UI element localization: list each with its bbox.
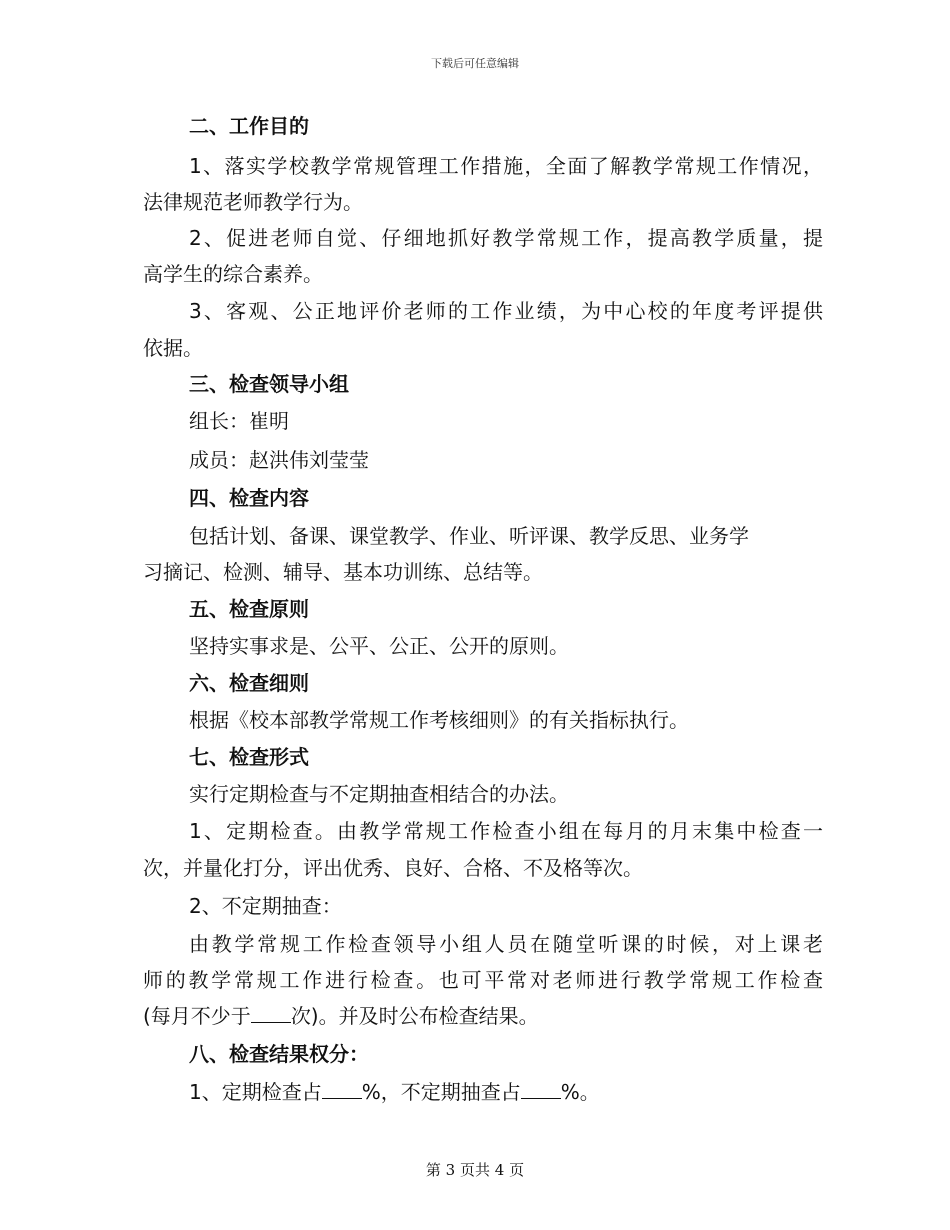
paragraph-line: 2、不定期抽查： bbox=[189, 894, 342, 918]
text-run: (每月不少于 bbox=[143, 1004, 251, 1028]
fill-in-blank bbox=[322, 1078, 362, 1099]
paragraph-line: 师的教学常规工作进行检查。也可平常对老师进行教学常规工作检查 bbox=[143, 968, 823, 992]
text-run: 1、定期检查占 bbox=[189, 1080, 322, 1104]
paragraph-line: 1、定期检查。由教学常规工作检查小组在每月的月末集中检查一 bbox=[189, 819, 823, 843]
text-run: %，不定期抽查占 bbox=[361, 1080, 521, 1104]
paragraph-line: 由教学常规工作检查领导小组人员在随堂听课的时候，对上课老 bbox=[189, 932, 823, 956]
section-heading: 三、检查领导小组 bbox=[189, 372, 349, 396]
paragraph-line: 依据。 bbox=[143, 336, 203, 360]
paragraph-line: 根据《校本部教学常规工作考核细则》的有关指标执行。 bbox=[189, 708, 689, 732]
section-heading: 七、检查形式 bbox=[189, 745, 309, 769]
section-heading: 五、检查原则 bbox=[189, 597, 309, 621]
text-run: %。 bbox=[560, 1080, 600, 1104]
paragraph-line: 成员：赵洪伟刘莹莹 bbox=[189, 448, 369, 472]
page-footer: 第 3 页共 4 页 bbox=[425, 1161, 525, 1179]
paragraph-line: 包括计划、备课、课堂教学、作业、听评课、教学反思、业务学 bbox=[189, 524, 749, 548]
paragraph-line: 次，并量化打分，评出优秀、良好、合格、不及格等次。 bbox=[143, 856, 643, 880]
paragraph-line: 法律规范老师教学行为。 bbox=[143, 190, 363, 214]
section-heading: 六、检查细则 bbox=[189, 671, 309, 695]
section-heading: 四、检查内容 bbox=[189, 486, 309, 510]
paragraph-line: 组长：崔明 bbox=[189, 409, 289, 433]
paragraph-line: 高学生的综合素养。 bbox=[143, 262, 323, 286]
paragraph-line bbox=[189, 1078, 600, 1106]
section-heading: 八、检查结果权分： bbox=[189, 1042, 369, 1066]
fill-in-blank bbox=[251, 1002, 291, 1023]
fill-in-blank bbox=[521, 1078, 561, 1099]
paragraph-line bbox=[143, 1002, 539, 1030]
paragraph-line: 坚持实事求是、公平、公正、公开的原则。 bbox=[189, 634, 569, 658]
paragraph-line: 习摘记、检测、辅导、基本功训练、总结等。 bbox=[143, 560, 543, 584]
paragraph-line: 1、落实学校教学常规管理工作措施，全面了解教学常规工作情况， bbox=[189, 154, 823, 178]
paragraph-line: 实行定期检查与不定期抽查相结合的办法。 bbox=[189, 782, 569, 806]
paragraph-line: 3、客观、公正地评价老师的工作业绩，为中心校的年度考评提供 bbox=[189, 299, 823, 323]
page-header: 下载后可任意编辑 bbox=[431, 57, 519, 70]
text-run: 次)。并及时公布检查结果。 bbox=[290, 1004, 539, 1028]
paragraph-line: 2、促进老师自觉、仔细地抓好教学常规工作，提高教学质量，提 bbox=[189, 226, 823, 250]
section-heading: 二、工作目的 bbox=[189, 114, 309, 138]
